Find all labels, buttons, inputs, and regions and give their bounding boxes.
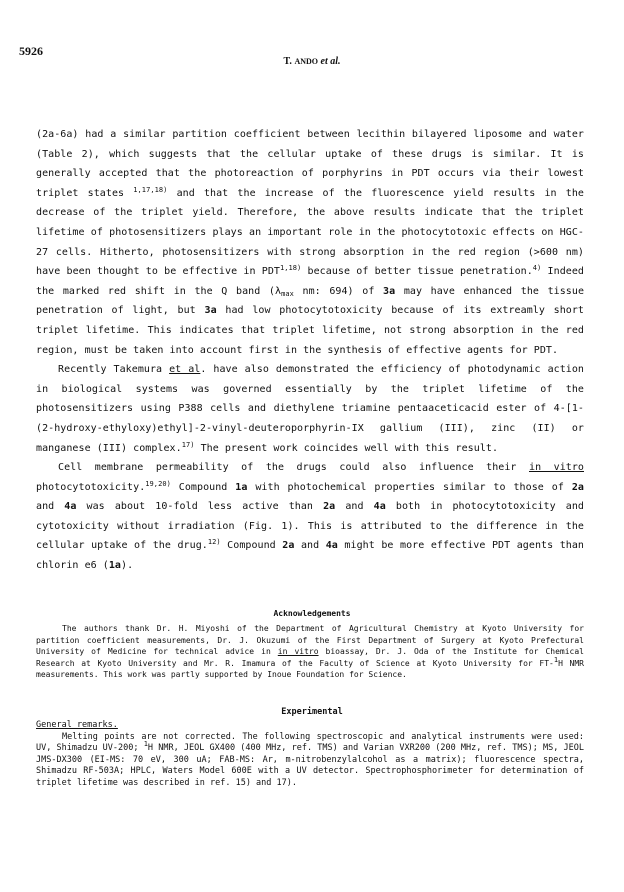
citation-superscript: 1 <box>143 740 148 749</box>
citation-superscript: 4) <box>532 264 542 273</box>
compound-label: 2a <box>282 540 295 552</box>
paragraph-3 <box>36 458 584 576</box>
acknowledgements-text <box>36 623 584 681</box>
running-head-author-smallcaps: ANDO <box>294 57 318 66</box>
text-run: Recently Takemura <box>58 364 170 376</box>
text-run: The authors thank Dr. H. Miyoshi of the Department of Agricultural Chemistry at Kyoto University for partition coefficient measurements, Dr. J. Okuzumi of the First Department of Surgery at Kyoto Prefectural University of Medicine for technical advice in <box>36 624 584 657</box>
experimental-section <box>36 720 584 790</box>
text-run: et al <box>169 364 201 376</box>
text-run: Melting points are not corrected. The following spectroscopic and analytical instruments were used: UV, Shimadzu UV-200; <box>36 731 584 754</box>
compound-label: 3a <box>383 285 396 297</box>
text-run: might be more effective PDT agents than chlorin e6 ( <box>36 540 584 572</box>
main-body-text <box>36 125 584 576</box>
citation-superscript: 12) <box>207 538 221 547</box>
text-run: and that the increase of the fluorescence yield results in the decrease of the triplet yield. Therefore, the above results indicate that the triplet lifetime of photosensitizers plays an important role in the photocytotoxic effects on HGC-27 cells. Hitherto, photosensitizers with strong absorption in the red region (>600 nm) have been thought to be effective in PDT <box>36 187 584 278</box>
general-remarks-heading: General remarks. <box>36 720 118 730</box>
compound-label: 1a <box>235 481 248 493</box>
text-run: H NMR measurements. This work was partly supported by Inoue Foundation for Science. <box>36 658 584 680</box>
text-run: and <box>36 501 65 513</box>
text-run: and <box>294 540 326 552</box>
running-head <box>0 56 624 67</box>
page-number: 5926 <box>19 44 43 58</box>
citation-superscript: 19,20) <box>145 479 171 488</box>
text-run: Compound <box>170 481 236 493</box>
text-run: Cell membrane permeability of the drugs could also influence their <box>58 462 529 474</box>
text-run: The present work coincides well with this result. <box>194 442 499 454</box>
text-run: bioassay, Dr. J. Oda of the Institute for Chemical Research at Kyoto University and Mr. R. Imamura of the Faculty of Science at Kyoto University for FT- <box>36 647 584 668</box>
text-run: both in photocytotoxicity and cytotoxicity without irradiation (Fig. 1). This is attributed to the difference in the cellular uptake of the drug. <box>36 501 584 552</box>
compound-label: 3a <box>204 305 217 317</box>
running-head-etal: et al. <box>318 56 341 67</box>
text-run: Indeed the marked red shift in the Q band ( <box>36 266 584 297</box>
citation-superscript: 1,17,18) <box>133 185 168 194</box>
text-run: λ <box>275 285 282 297</box>
text-run: with photochemical properties similar to those of <box>247 481 572 493</box>
citation-superscript: 17) <box>181 440 195 449</box>
compound-label: 4a <box>373 501 386 513</box>
citation-superscript: 1 <box>553 655 559 664</box>
general-remarks-paragraph <box>36 732 584 790</box>
text-run: H NMR, JEOL GX400 (400 MHz, ref. TMS) and Varian VXR200 (200 MHz, ref. TMS); MS, JEOL JMS-DX300 (EI-MS: 70 eV, 300 uA; FAB-MS: Ar, m-nitrobenzylalcohol as a matrix); fluorescence spectra, Shimadzu RF-503A; HPLC, Waters Model 600E with a UV detector. Spectrophosphorimeter for determination of triplet lifetime was described in ref. 15) and 17). <box>36 743 585 788</box>
experimental-heading: Experimental <box>281 707 343 717</box>
text-run: had low photocytotoxicity because of its extreamly short triplet lifetime. This indicates that triplet lifetime, not strong absorption in the red region, must be taken into account first in the synthesis of effective agents for PDT. <box>36 305 584 356</box>
paragraph-2 <box>36 360 584 458</box>
compound-label: 2a <box>571 481 584 493</box>
citation-superscript: 1,18) <box>279 264 302 273</box>
text-run: photocytotoxicity. <box>36 481 146 493</box>
compound-label: 4a <box>64 501 77 513</box>
text-run: Compound <box>220 540 283 552</box>
text-run: and <box>335 501 374 513</box>
acknowledgements-paragraph <box>36 623 584 681</box>
subscript-text: max <box>281 289 294 298</box>
text-run: in vitro <box>277 647 319 657</box>
compound-label: 2a <box>323 501 336 513</box>
text-run: nm: 694) of <box>293 285 384 297</box>
compound-label: 4a <box>325 540 338 552</box>
text-run: (2a-6a) had a similar partition coefficient between lecithin bilayered liposome and water (Table 2), which suggests that the cellular uptake of these drugs is similar. It is generally accepted that the photoreaction of porphyrins in PDT occurs via their lowest triplet states <box>36 129 584 199</box>
compound-label: 1a <box>108 560 122 572</box>
text-run: . have also demonstrated the efficiency of photodynamic action in biological systems was governed essentially by the triplet lifetime of the photosensitizers using P388 cells and diethylene triamine pentaaceticacid ester of 4-[1-(2-hydroxy-ethyloxy)ethyl]-2-vinyl-deuteroporphyrin-IX gallium (III), zinc (II) or manganese (III) complex. <box>36 364 584 454</box>
acknowledgements-heading: Acknowledgements <box>273 609 351 618</box>
text-run: because of better tissue penetration. <box>301 266 533 278</box>
running-head-author: T. <box>283 56 295 67</box>
text-run: may have enhanced the tissue penetration of light, but <box>36 285 585 317</box>
text-run: in vitro <box>529 462 584 474</box>
paragraph-1 <box>36 125 584 360</box>
text-run: ). <box>121 560 134 572</box>
text-run: was about 10-fold less active than <box>76 501 324 513</box>
